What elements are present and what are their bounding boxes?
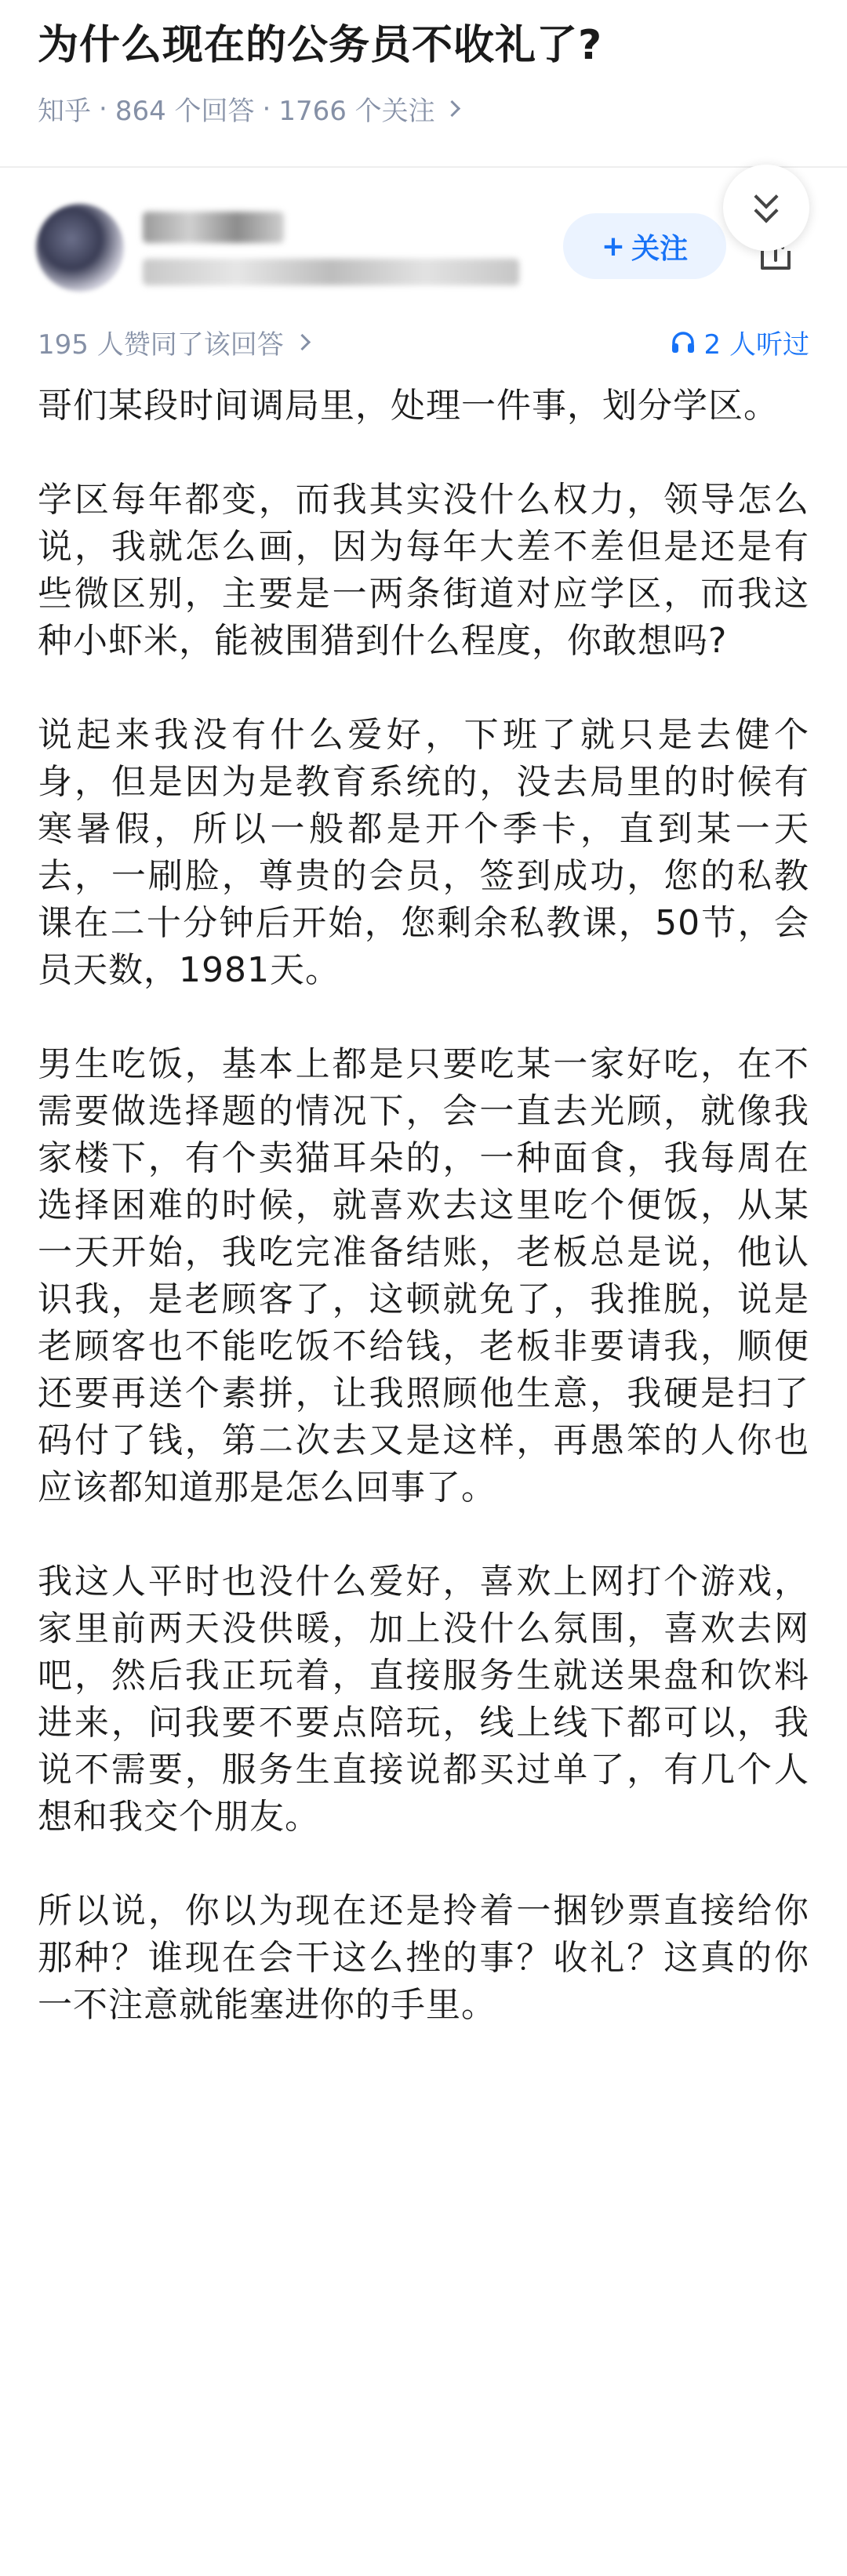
avatar[interactable] bbox=[36, 204, 124, 292]
paragraph: 学区每年都变，而我其实没什么权力，领导怎么说，我就怎么画，因为每年大差不差但是还是有些微区别，主要是一两条街道对应学区，而我这种小虾米，能被围猎到什么程度，你敢想吗? bbox=[38, 480, 809, 661]
question-header[interactable] bbox=[0, 0, 847, 157]
answer-count: 864 个回答 bbox=[115, 96, 255, 127]
answer-stats bbox=[0, 320, 847, 367]
paragraph: 所以说，你以为现在还是拎着一捆钞票直接给你那种？谁现在会干这么挫的事？收礼？这真的你一不注意就能塞进你的手里。 bbox=[38, 1891, 809, 2025]
paragraph: 男生吃饭，基本上都是只要吃某一家好吃，在不需要做选择题的情况下，会一直去光顾，就像我家楼下，有个卖猫耳朵的，一种面食，我每周在选择困难的时候，就喜欢去这里吃个便饭，从某一天开始，我吃完准备结账，老板总是说，他认识我，是老顾客了，这顿就免了，我推脱，说是老顾客也不能吃饭不给钱，老板非要请我，顺便还要再送个素拼，让我照顾他生意，我硬是扫了码付了钱，第二次去又是这样，再愚笨的人你也应该都知道那是怎么回事了。 bbox=[38, 1044, 809, 1508]
follower-count: 1766 个关注 bbox=[278, 96, 435, 127]
chevron-right-icon bbox=[294, 334, 311, 350]
plus-icon: + bbox=[601, 230, 626, 263]
vote-summary[interactable] bbox=[38, 323, 308, 361]
follow-label: 关注 bbox=[631, 232, 689, 265]
question-title[interactable]: 为什么现在的公务员不收礼了? bbox=[38, 22, 603, 69]
answer-content bbox=[38, 383, 809, 2076]
author-bio-blurred bbox=[143, 259, 519, 285]
source-label: 知乎 bbox=[38, 96, 91, 127]
chevron-right-icon bbox=[444, 100, 460, 117]
chevron-down-icon bbox=[754, 198, 778, 223]
listener-count: 2 人听过 bbox=[703, 329, 809, 361]
paragraph: 说起来我没有什么爱好，下班了就只是去健个身，但是因为是教育系统的，没去局里的时候有寒暑假，所以一般都是开个季卡，直到某一天去，一刷脸，尊贵的会员，签到成功，您的私教课在二十分钟后开始，您剩余私教课，50节，会员天数，1981天。 bbox=[38, 715, 809, 990]
paragraph: 我这人平时也没什么爱好，喜欢上网打个游戏，家里前两天没供暖，加上没什么氛围，喜欢去网吧，然后我正玩着，直接服务生就送果盘和饮料进来，问我要不要点陪玩，线上线下都可以，我说不需要，服务生直接说都买过单了，有几个人想和我交个朋友。 bbox=[38, 1562, 809, 1837]
listen-link[interactable] bbox=[670, 323, 809, 361]
author-bar bbox=[0, 196, 847, 314]
headphones-icon bbox=[670, 329, 696, 356]
author-name-blurred[interactable] bbox=[143, 212, 284, 243]
question-meta[interactable] bbox=[38, 89, 458, 128]
meta-separator: · bbox=[262, 93, 271, 125]
vote-count: 195 人赞同了该回答 bbox=[38, 329, 284, 361]
meta-separator: · bbox=[99, 93, 107, 125]
paragraph: 哥们某段时间调局里，处理一件事，划分学区。 bbox=[38, 386, 779, 426]
follow-button[interactable] bbox=[563, 213, 726, 279]
header-divider bbox=[0, 166, 847, 168]
collapse-button[interactable] bbox=[723, 165, 809, 251]
